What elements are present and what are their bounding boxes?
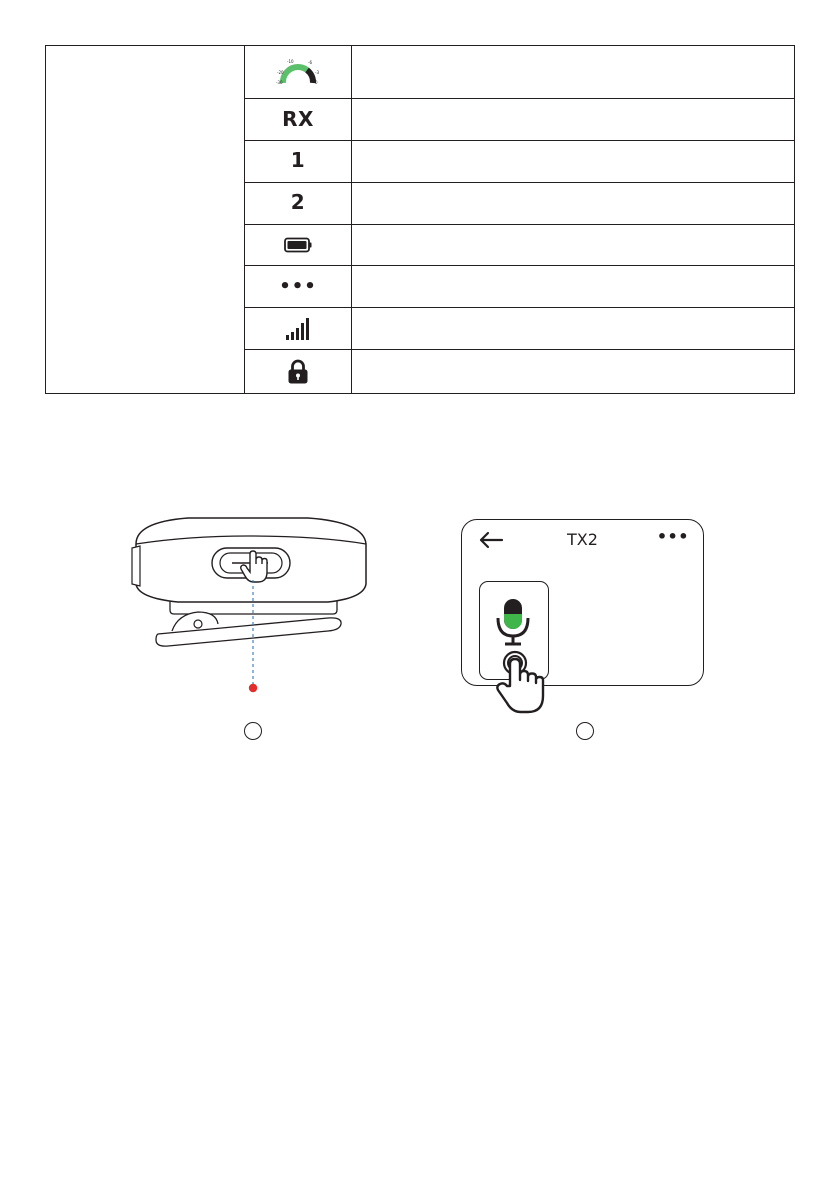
description-cell [352,46,795,99]
svg-text:-3: -3 [315,70,319,76]
level-meter-icon [275,57,321,87]
description-cell [352,99,795,141]
icon-cell [245,350,352,394]
description-cell [352,182,795,224]
step-marker [576,722,594,740]
svg-text:-20: -20 [277,70,284,76]
signal-strength-icon [285,317,311,341]
icon-cell [245,308,352,350]
transmitter-illustration [128,514,373,694]
more-options-icon[interactable]: ••• [656,527,689,546]
description-cell [352,224,795,266]
icon-cell [245,224,352,266]
rx-label: RX [282,106,314,131]
led-indicator [249,684,257,692]
channel-1-label: 1 [290,148,306,173]
lock-icon [287,359,309,385]
icon-cell [245,99,352,141]
battery-icon [284,237,312,253]
tap-hand-icon [488,648,552,716]
description-cell [352,266,795,308]
description-cell [352,141,795,183]
more-dots-icon: ••• [279,276,317,298]
icon-cell [245,141,352,183]
icon-legend-table [45,45,795,394]
table-row [46,46,795,99]
category-cell [46,46,245,394]
svg-text:0: 0 [315,80,318,86]
svg-text:-30: -30 [276,80,283,86]
step-marker [244,722,262,740]
svg-text:-6: -6 [308,60,312,66]
description-cell [352,350,795,394]
description-cell [352,308,795,350]
icon-cell [245,46,352,99]
channel-2-label: 2 [290,190,306,215]
svg-text:-10: -10 [287,59,294,65]
microphone-icon [479,594,549,654]
icon-cell [245,266,352,308]
screen-title: TX2 [567,530,598,549]
icon-cell [245,182,352,224]
